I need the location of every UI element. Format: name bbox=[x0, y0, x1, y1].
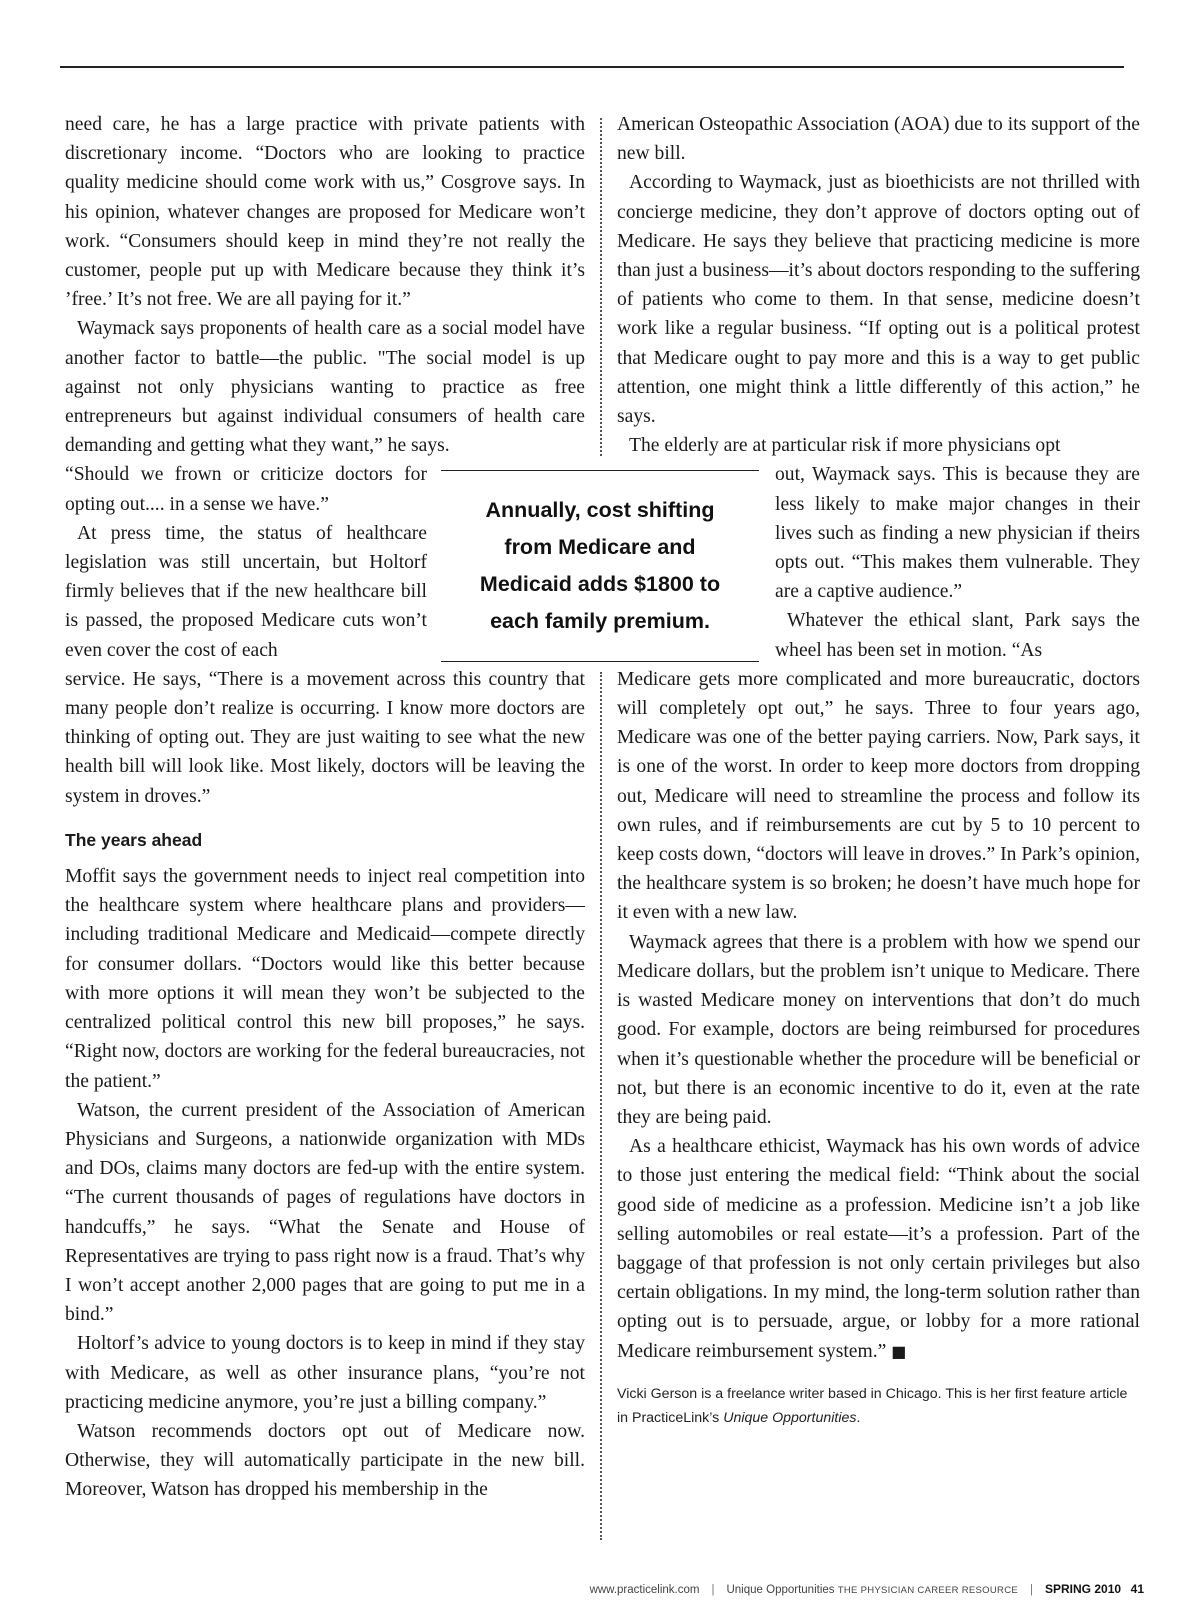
right-column bbox=[617, 110, 1140, 1430]
right-paragraph-2: According to Waymack, just as bioethicists are not thrilled with concierge medicine, they don’t approve of doctors opting out of Medicare. He says they believe that practicing medicine is more than just a business—it’s about doctors responding to the suffering of patients who come to them. In that sense, medicine doesn’t work like a regular business. “If opting out is a political protest that Medicare ought to pay more and this is a way to get public attention, one might think a little differently of this action,” he says. bbox=[617, 172, 1140, 428]
byline-end: . bbox=[856, 1409, 861, 1426]
left-paragraph-6: Holtorf’s advice to young doctors is to keep in mind if they stay with Medicare, as well as other insurance plans, “you’re not practicing medicine anymore, you’re just a billing company.” bbox=[65, 1333, 585, 1413]
left-paragraph-4: Moffit says the government needs to inject real competition into the healthcare system where healthcare plans and providers—including traditional Medicare and Medicaid—compete directly for consumer dollars. “Doctors would like this better because with more options it will mean they won’t be subjected to the centralized political control this new bill proposes,” he says. “Right now, doctors are working for the federal bureaucracies, not the patient.” bbox=[65, 866, 585, 1092]
footer-url[interactable]: www.practicelink.com bbox=[589, 1584, 700, 1596]
right-paragraph-1: American Osteopathic Association (AOA) due to its support of the new bill. bbox=[617, 114, 1140, 165]
byline-publication: Unique Opportunities bbox=[723, 1409, 857, 1426]
left-paragraph-2b: “Should we frown or criticize doctors for opting out.... in a sense we have.” bbox=[65, 464, 427, 515]
end-mark-icon: ■ bbox=[891, 1341, 907, 1361]
column-divider-top bbox=[600, 118, 602, 456]
footer-separator: | bbox=[711, 1584, 715, 1596]
column-divider-bottom bbox=[600, 672, 602, 1540]
left-column bbox=[65, 110, 585, 1505]
footer-tagline: THE PHYSICIAN CAREER RESOURCE bbox=[837, 1585, 1018, 1596]
pull-quote-line: from Medicare and bbox=[504, 535, 696, 559]
section-heading: The years ahead bbox=[65, 829, 203, 850]
pull-quote-line: Medicaid adds $1800 to bbox=[479, 572, 721, 596]
left-paragraph-7: Watson recommends doctors opt out of Medicare now. Otherwise, they will automatically participate in the new bill. Moreover, Watson has dropped his membership in the bbox=[65, 1420, 585, 1501]
byline-text: Vicki Gerson is a freelance writer based in Chicago. This is her first feature article in PracticeLink’s bbox=[617, 1385, 1128, 1426]
left-paragraph-2: Waymack says proponents of health care as a social model have another factor to battle—the public. "The social model is up against not only physicians wanting to practice as free entrepreneurs but against individual consumers of health care demanding and getting what they want,” he says. bbox=[65, 318, 585, 457]
left-paragraph-3a: At press time, the status of healthcare legislation was still uncertain, but Holtorf firmly believes that if the new healthcare bill is passed, the proposed Medicare cuts won’t even cover the cost of each bbox=[65, 522, 427, 661]
left-paragraph-3b: service. He says, “There is a movement across this country that many people don’t realize is occurring. I know more doctors are thinking of opting out. They are just waiting to see what the new health bill will look like. Most likely, doctors will be leaving the system in droves.” bbox=[65, 668, 585, 807]
footer-publication: Unique Opportunities bbox=[726, 1584, 835, 1596]
footer-issue: SPRING 2010 bbox=[1045, 1582, 1122, 1596]
top-rule bbox=[60, 66, 1124, 68]
right-paragraph-4-rest: Medicare gets more complicated and more bureaucratic, doctors will completely opt out,” he says. Three to four years ago, Medicare was one of the better paying carriers. Now, Park says, it is one of the worst. In order to keep more doctors from dropping out, Medicare will need to streamline the process and follow its own rules, and if reimbursements are cut by 5 to 10 percent to keep costs down, “doctors will leave in droves.” In Park’s opinion, the healthcare system is so broken; he doesn’t have much hope for it even with a new law. bbox=[617, 668, 1140, 924]
pull-quote-line: Annually, cost shifting bbox=[485, 498, 715, 522]
pull-quote-line: each family premium. bbox=[490, 609, 710, 633]
right-paragraph-5: Waymack agrees that there is a problem with how we spend our Medicare dollars, but the problem isn’t unique to Medicare. There is wasted Medicare money on interventions that don’t do much good. For example, doctors are being reimbursed for procedures when it’s questionable whether the procedure will be beneficial or not, but there is an economic incentive to do it, even at the rate they are being paid. bbox=[617, 931, 1140, 1128]
page-footer bbox=[590, 1582, 1144, 1596]
page-number: 41 bbox=[1130, 1582, 1144, 1596]
right-paragraph-4-wrap: Whatever the ethical slant, Park says the wheel has been set in motion. “As bbox=[775, 610, 1140, 661]
right-paragraph-3-lead: The elderly are at particular risk if more physicians opt bbox=[629, 435, 1061, 457]
right-paragraph-6-text: As a healthcare ethicist, Waymack has his own words of advice to those just entering the medical field: “Think about the social good side of medicine as a profession. Medicine isn’t a job like selling automobiles or real estate—it’s a profession. Part of the baggage of that profession is not only certain privileges but also certain obligations. In my mind, the long-term solution rather than opting out is to persuade, argue, or lobby for a more rational Medicare reimbursement system.” bbox=[617, 1136, 1140, 1362]
left-paragraph-5: Watson, the current president of the Association of American Physicians and Surgeons, a nationwide organization with MDs and DOs, claims many doctors are fed-up with the entire system. “The current thousands of pages of regulations have doctors in handcuffs,” he says. “What the Senate and House of Representatives are trying to pass right now is a fraud. That’s why I won’t accept another 2,000 pages that are going to put me in a bind.” bbox=[65, 1099, 585, 1326]
footer-separator: | bbox=[1030, 1584, 1033, 1596]
left-paragraph-1: need care, he has a large practice with private patients with discretionary income. “Doctors who are looking to practice quality medicine should come work with us,” Cosgrove says. In his opinion, whatever changes are proposed for Medicare won’t work. “Consumers should keep in mind they’re not really the customer, people put up with Medicare because they think it’s ’free.’ It’s not free. We are all paying for it.” bbox=[65, 114, 585, 311]
right-paragraph-6 bbox=[617, 1132, 1140, 1366]
author-byline bbox=[617, 1382, 1140, 1430]
right-paragraph-3-wrap: out, Waymack says. This is because they are less likely to make major changes in their lives such as finding a new physician if theirs opts out. “This makes them vulnerable. They are a captive audience.” bbox=[775, 464, 1140, 603]
